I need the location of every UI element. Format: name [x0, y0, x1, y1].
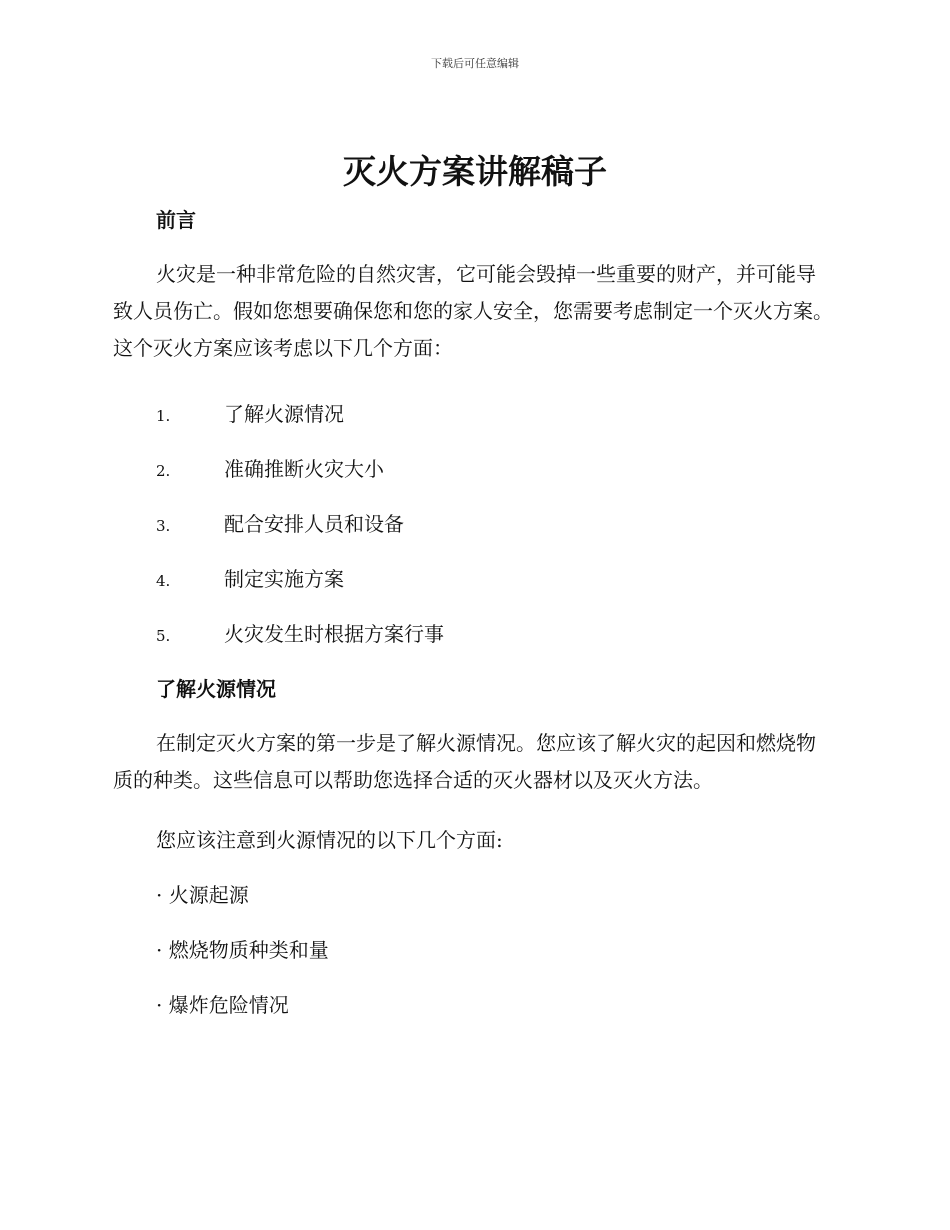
fire-source-intro: 您应该注意到火源情况的以下几个方面: — [156, 828, 503, 852]
list-item — [156, 565, 344, 595]
fire-source-paragraph: 在制定灭火方案的第一步是了解火源情况。您应该了解火灾的起因和燃烧物质的种类。这些信息可以帮助您选择合适的灭火器材以及灭火方法。 — [113, 731, 816, 792]
preface-paragraph: 火灾是一种非常危险的自然灾害，它可能会毁掉一些重要的财产，并可能导致人员伤亡。假如您想要确保您和您的家人安全，您需要考虑制定一个灭火方案。这个灭火方案应该考虑以下几个方面： — [113, 262, 833, 360]
list-number: 5. — [156, 627, 171, 645]
list-item — [156, 620, 444, 650]
list-item — [156, 400, 344, 430]
list-item — [156, 455, 384, 485]
section-heading-fire-source: 了解火源情况 — [156, 677, 276, 701]
list-text: 了解火源情况 — [224, 402, 344, 426]
bullet-item: · 爆炸危险情况 — [156, 993, 289, 1017]
header-note: 下载后可任意编辑 — [431, 57, 519, 70]
list-text: 制定实施方案 — [224, 567, 344, 591]
list-number: 3. — [156, 517, 171, 535]
bullet-item: · 燃烧物质种类和量 — [156, 938, 329, 962]
list-number: 2. — [156, 462, 171, 480]
list-text: 准确推断火灾大小 — [224, 457, 384, 481]
section-heading-preface: 前言 — [156, 208, 196, 232]
list-number: 4. — [156, 572, 171, 590]
list-text: 火灾发生时根据方案行事 — [224, 622, 444, 646]
list-text: 配合安排人员和设备 — [224, 512, 404, 536]
list-number: 1. — [156, 407, 171, 425]
document-title: 灭火方案讲解稿子 — [343, 152, 607, 191]
bullet-item: · 火源起源 — [156, 883, 249, 907]
list-item — [156, 510, 404, 540]
